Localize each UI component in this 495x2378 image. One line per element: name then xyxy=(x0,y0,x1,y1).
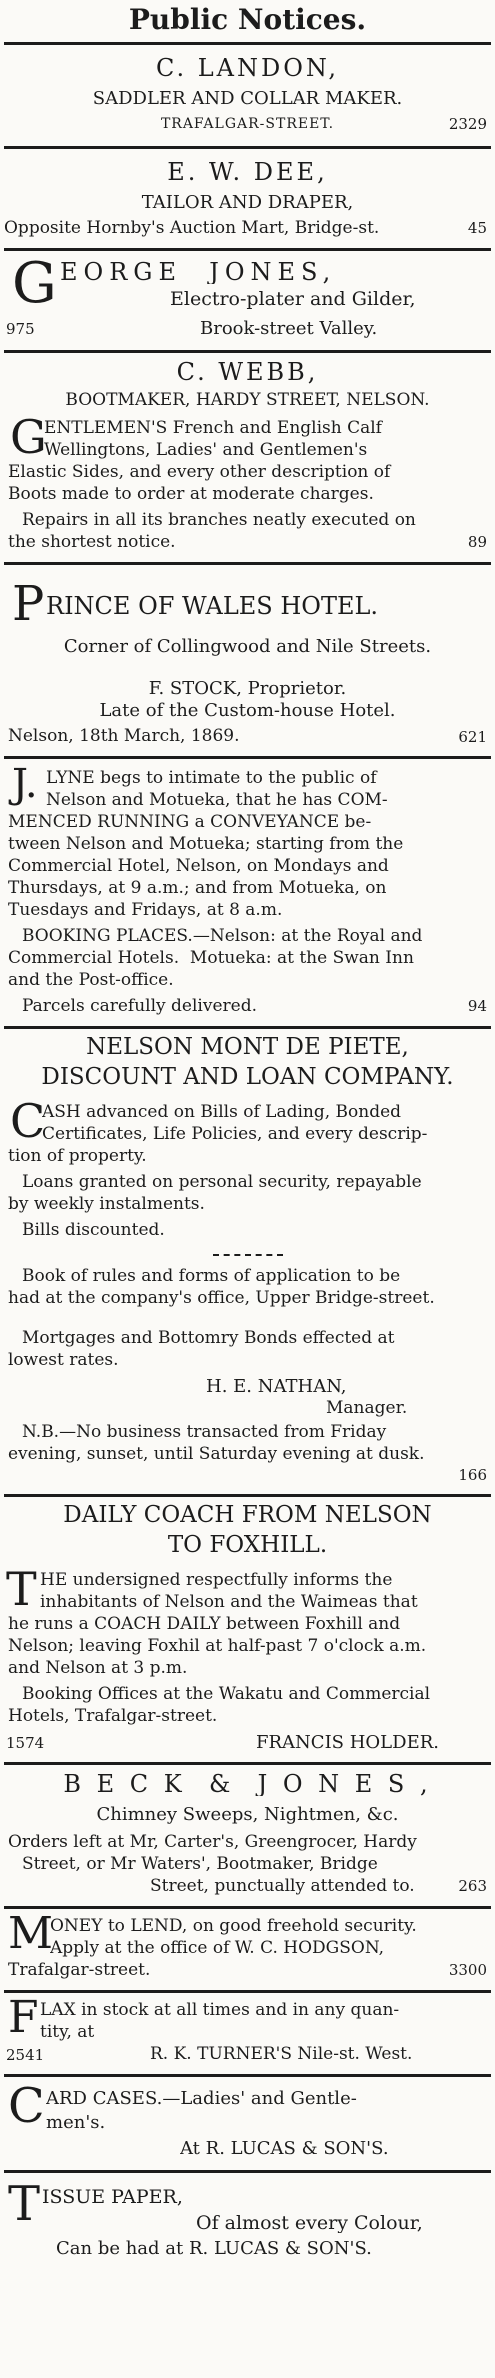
divider xyxy=(4,1906,491,1909)
advertiser-name: E. W. DEE, xyxy=(167,160,328,184)
body-line: and Nelson at 3 p.m. xyxy=(8,1660,188,1677)
body-line: he runs a COACH DAILY between Foxhill and xyxy=(8,1616,401,1633)
previous-venue: Late of the Custom-house Hotel. xyxy=(99,702,396,720)
ad-number: 2329 xyxy=(448,115,487,133)
body-line: HE undersigned respectfully informs the xyxy=(40,1572,393,1589)
body-line: the shortest notice. xyxy=(8,534,176,551)
ad-number: 166 xyxy=(458,1466,487,1484)
address: Opposite Hornby's Auction Mart, Bridge-st. xyxy=(4,220,380,237)
drop-cap: C xyxy=(8,2078,45,2134)
drop-cap: T xyxy=(8,2176,41,2232)
booking-places: Commercial Hotels. Motueka: at the Swan Inn xyxy=(8,950,414,967)
seller: At R. LUCAS & SON'S. xyxy=(180,2140,389,2158)
drop-cap: T xyxy=(6,1562,37,1616)
body-line: LYNE begs to intimate to the public of xyxy=(46,770,377,787)
body-line: Certificates, Life Policies, and every descrip- xyxy=(42,1126,428,1143)
body-line: men's. xyxy=(46,2114,106,2132)
address: Brook-street Valley. xyxy=(200,320,378,338)
ad-number: 1574 xyxy=(6,1736,45,1751)
body-line: Street, punctually attended to. xyxy=(150,1878,415,1895)
proprietor: F. STOCK, Proprietor. xyxy=(148,680,347,698)
body-line: Tuesdays and Fridays, at 8 a.m. xyxy=(8,902,283,919)
body-line: Repairs in all its branches neatly executed on xyxy=(22,512,416,529)
divider xyxy=(4,1026,491,1029)
body-line: tween Nelson and Motueka; starting from the xyxy=(8,836,404,853)
divider xyxy=(4,2074,491,2077)
body-line: N.B.—No business transacted from Friday xyxy=(22,1424,387,1441)
body-line: LAX in stock at all times and in any quan- xyxy=(40,2002,400,2019)
advertiser-name: EORGE JONES, xyxy=(60,260,337,284)
body-line: Elastic Sides, and every other description of xyxy=(8,464,391,481)
divider xyxy=(4,146,491,149)
body-line: Of almost every Colour, xyxy=(196,2214,423,2233)
body-line: ARD CASES.—Ladies' and Gentle- xyxy=(46,2090,357,2108)
trade: TAILOR AND DRAPER, xyxy=(141,194,354,212)
ad-number: 89 xyxy=(467,533,487,551)
body-line: ISSUE PAPER, xyxy=(42,2188,183,2207)
body-line: evening, sunset, until Saturday evening at dusk. xyxy=(8,1446,425,1463)
body-line: Hotels, Trafalgar-street. xyxy=(8,1708,218,1725)
body-line: tity, at xyxy=(40,2024,95,2041)
drop-cap: G xyxy=(12,251,57,316)
divider xyxy=(4,350,491,353)
booking-places: and the Post-office. xyxy=(8,972,174,989)
body-line: Nelson and Motueka, that he has COM- xyxy=(46,792,388,809)
body-line: Commercial Hotel, Nelson, on Mondays and xyxy=(8,858,389,875)
body-line: Orders left at Mr, Carter's, Greengrocer, Hardy xyxy=(8,1834,417,1851)
signer-name: H. E. NATHAN, xyxy=(206,1378,347,1396)
body-line: Mortgages and Bottomry Bonds effected at xyxy=(22,1330,395,1347)
divider xyxy=(4,1494,491,1497)
divider xyxy=(4,1762,491,1765)
divider xyxy=(4,248,491,251)
advertiser-name: C. WEBB, xyxy=(176,360,319,384)
body-line: Book of rules and forms of application to be xyxy=(22,1268,401,1285)
body-line: tion of property. xyxy=(8,1148,147,1165)
notice-title: DAILY COACH FROM NELSON xyxy=(63,1504,432,1527)
drop-cap: F xyxy=(8,1992,39,2043)
body-line: MENCED RUNNING a CONVEYANCE be- xyxy=(8,814,372,831)
drop-cap: P xyxy=(12,576,45,632)
body-line: Trafalgar-street. xyxy=(8,1962,151,1979)
drop-cap: C xyxy=(10,1094,46,1148)
divider xyxy=(4,1990,491,1993)
ad-number: 45 xyxy=(467,219,487,237)
hotel-location: Corner of Collingwood and Nile Streets. xyxy=(63,638,432,656)
body-line: Loans granted on personal security, repayable xyxy=(22,1174,422,1191)
parcels-note: Parcels carefully delivered. xyxy=(22,998,258,1015)
body-line: Bills discounted. xyxy=(22,1222,165,1239)
trade: SADDLER AND COLLAR MAKER. xyxy=(92,90,403,108)
body-line: ASH advanced on Bills of Lading, Bonded xyxy=(42,1104,402,1121)
advertiser-name: B E C K & J O N E S , xyxy=(63,1772,432,1796)
ad-number: 2541 xyxy=(6,2048,45,2063)
divider xyxy=(4,562,491,565)
ornamental-rule xyxy=(213,1254,283,1256)
divider xyxy=(4,42,491,45)
notice-title: NELSON MONT DE PIETE, xyxy=(86,1036,409,1059)
ad-number: 975 xyxy=(6,322,35,337)
drop-cap: G xyxy=(10,410,47,464)
body-line: Wellingtons, Ladies' and Gentlemen's xyxy=(44,442,368,459)
ad-number: 94 xyxy=(467,997,487,1015)
seller: R. K. TURNER'S Nile-st. West. xyxy=(150,2046,413,2063)
body-line: Booking Offices at the Wakatu and Commercial xyxy=(22,1686,431,1703)
address: BOOTMAKER, HARDY STREET, NELSON. xyxy=(65,392,430,409)
seller: Can be had at R. LUCAS & SON'S. xyxy=(56,2240,372,2258)
page-title: Public Notices. xyxy=(128,6,367,34)
body-line: Boots made to order at moderate charges. xyxy=(8,486,374,503)
body-line: inhabitants of Nelson and the Waimeas that xyxy=(40,1594,418,1611)
trade: Chimney Sweeps, Nightmen, &c. xyxy=(96,1806,399,1824)
dateline: Nelson, 18th March, 1869. xyxy=(8,728,240,745)
advertiser-name: RINCE OF WALES HOTEL. xyxy=(46,594,379,618)
signer-role: Manager. xyxy=(326,1400,408,1417)
ad-number: 621 xyxy=(458,728,487,746)
drop-cap: M xyxy=(8,1908,54,1959)
body-line: Street, or Mr Waters', Bootmaker, Bridge xyxy=(22,1856,378,1873)
booking-places: BOOKING PLACES.—Nelson: at the Royal and xyxy=(22,928,423,945)
drop-cap: J. xyxy=(12,761,38,807)
ad-number: 263 xyxy=(458,1877,487,1895)
body-line: Nelson; leaving Foxhil at half-past 7 o'clock a.m. xyxy=(8,1638,427,1655)
body-line: Apply at the office of W. C. HODGSON, xyxy=(50,1940,385,1957)
body-line: had at the company's office, Upper Bridge-street. xyxy=(8,1290,435,1307)
body-line: by weekly instalments. xyxy=(8,1196,205,1213)
body-line: ONEY to LEND, on good freehold security. xyxy=(50,1918,417,1935)
notice-title: DISCOUNT AND LOAN COMPANY. xyxy=(41,1066,454,1089)
notice-title: TO FOXHILL. xyxy=(167,1534,328,1557)
divider xyxy=(4,2170,491,2173)
body-line: lowest rates. xyxy=(8,1352,119,1369)
advertiser-name: C. LANDON, xyxy=(155,56,340,80)
body-line: ENTLEMEN'S French and English Calf xyxy=(44,420,382,437)
address: TRAFALGAR-STREET. xyxy=(160,117,335,131)
ad-number: 3300 xyxy=(448,1961,487,1979)
signer-name: FRANCIS HOLDER. xyxy=(256,1734,439,1752)
trade: Electro-plater and Gilder, xyxy=(170,290,416,309)
divider xyxy=(4,756,491,759)
body-line: Thursdays, at 9 a.m.; and from Motueka, on xyxy=(8,880,387,897)
